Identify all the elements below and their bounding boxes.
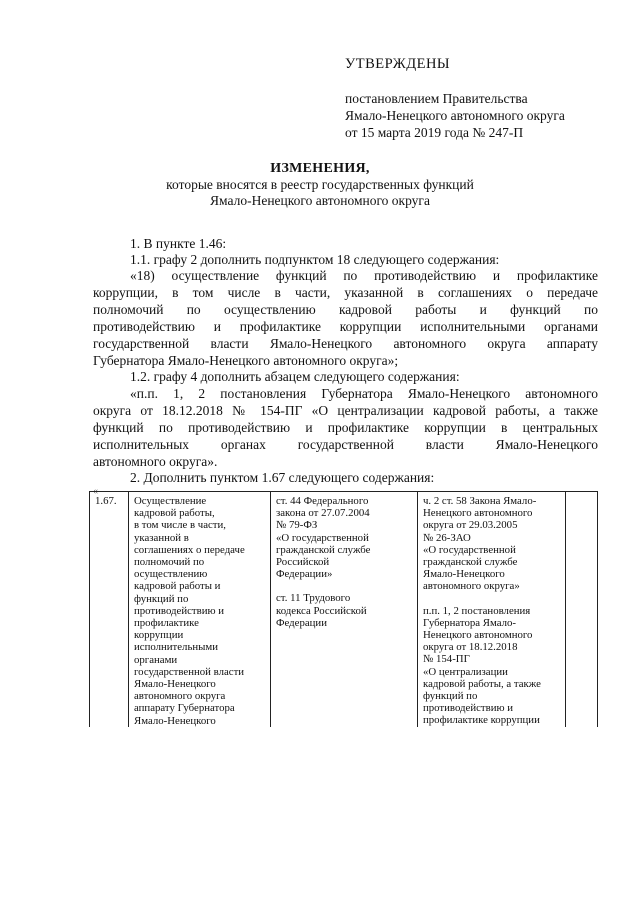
governor-decree-line: профилактике коррупции [423,714,540,727]
function-line: указанной в [134,531,189,544]
function-line: Ямало-Ненецкого [134,714,216,727]
governor-decree-line: Губернатора Ямало- [423,616,517,629]
approval-line-2: Ямало-Ненецкого автономного округа [345,108,565,123]
table-row [90,492,598,727]
row-number: 1.67. [95,495,117,507]
quote-18-line-1: «18) осуществление функций по противодействию и профилактике [130,268,598,283]
labor-code-line: Федерации [276,616,327,629]
labor-code-line: ст. 11 Трудового [276,592,351,605]
regional-law-line: Ямало-Ненецкого [423,568,505,581]
federal-basis-line: Российской [276,556,330,569]
function-line: органами [134,653,178,666]
quote-pp-line-3: функций по противодействию и профилактике коррупции в центральных [93,420,598,435]
function-name-cell [129,492,271,727]
item-1: 1. В пункте 1.46: [130,236,227,251]
function-line: соглашениях о передаче [134,543,245,556]
governor-decree-line: «О централизации [423,665,508,678]
quote-18-line-3: полномочий по осуществлению кадровой работы и функций по [93,302,598,317]
function-line: в том числе в части, [134,519,226,532]
governor-decree-line: противодействию и [423,702,514,715]
approval-line-1: постановлением Правительства [345,91,528,106]
regional-law-line: автономного округа» [423,580,520,593]
quote-pp-line-1: «п.п. 1, 2 постановления Губернатора Ямало-Ненецкого автономного [130,386,598,401]
function-line: осуществлению [134,568,208,581]
governor-decree-line: округа от 18.12.2018 [423,641,518,654]
quote-pp-line-5: автономного округа». [93,454,218,469]
registry-table [89,491,598,727]
function-line: функций по [134,592,189,605]
row-number-cell [90,492,129,727]
function-line: автономного округа [134,690,226,703]
quote-open-mark: « [93,486,98,497]
federal-basis-line: Федерации» [276,568,333,581]
function-line: Осуществление [134,495,207,507]
governor-decree-line: п.п. 1, 2 постановления [423,604,531,617]
governor-decree-line: кадровой работы, а также [423,677,541,690]
regional-law-line: ч. 2 ст. 58 Закона Ямало- [423,495,537,507]
item-1-1: 1.1. графу 2 дополнить подпунктом 18 следующего содержания: [130,252,500,267]
approval-title: УТВЕРЖДЕНЫ [345,56,451,72]
function-line: кадровой работы, [134,507,215,520]
function-line: государственной власти [134,665,245,678]
function-line: аппарату Губернатора [134,702,235,715]
quote-18-line-6: Губернатора Ямало-Ненецкого автономного округа»; [93,353,399,368]
regional-law-line: «О государственной [423,543,516,556]
paragraph-gap [423,593,561,605]
function-line: Ямало-Ненецкого [134,678,216,691]
regional-law-line: гражданской службе [423,556,518,569]
quote-18-line-2: коррупции, в том числе в части, указанной в соглашениях о передаче [93,285,598,300]
regional-law-line: № 26-ЗАО [423,531,471,544]
labor-code-line: кодекса Российской [276,604,367,617]
quote-pp-line-4: исполнительных органах государственной власти Ямало-Ненецкого [93,437,598,452]
document-subtitle-line-1: которые вносятся в реестр государственных функций [166,177,474,192]
federal-basis-line: № 79-ФЗ [276,519,318,532]
governor-decree-line: Ненецкого автономного [423,629,533,642]
quote-18-line-5: государственной власти Ямало-Ненецкого автономного округа аппарату [93,336,598,351]
function-line: полномочий по [134,556,205,569]
item-1-2: 1.2. графу 4 дополнить абзацем следующего содержания: [130,369,460,384]
quote-18-line-4: противодействию и профилактике коррупции исполнительными органами [93,319,598,334]
function-line: коррупции [134,629,184,642]
federal-basis-line: «О государственной [276,531,369,544]
approval-line-3: от 15 марта 2019 года № 247-П [345,125,524,140]
document-subtitle-line-2: Ямало-Ненецкого автономного округа [210,193,430,208]
function-line: профилактике [134,617,199,630]
regional-law-line: округа от 29.03.2005 [423,519,518,532]
regional-basis-cell [418,492,566,727]
document-title: ИЗМЕНЕНИЯ, [270,161,370,176]
federal-basis-cell [271,492,418,727]
function-line: исполнительными [134,641,219,654]
paragraph-gap [276,580,413,592]
regional-law-line: Ненецкого автономного [423,507,533,520]
governor-decree-line: № 154-ПГ [423,653,470,666]
function-line: кадровой работы и [134,580,221,593]
function-line: противодействию и [134,604,225,617]
federal-basis-line: закона от 27.07.2004 [276,507,370,520]
quote-pp-line-2: округа от 18.12.2018 № 154-ПГ «О централизации кадровой работы, а также [93,403,598,418]
governor-decree-line: функций по [423,690,478,703]
empty-cell [566,492,598,727]
federal-basis-line: ст. 44 Федерального [276,495,369,507]
federal-basis-line: гражданской службе [276,543,371,556]
item-2: 2. Дополнить пунктом 1.67 следующего содержания: [130,470,435,485]
